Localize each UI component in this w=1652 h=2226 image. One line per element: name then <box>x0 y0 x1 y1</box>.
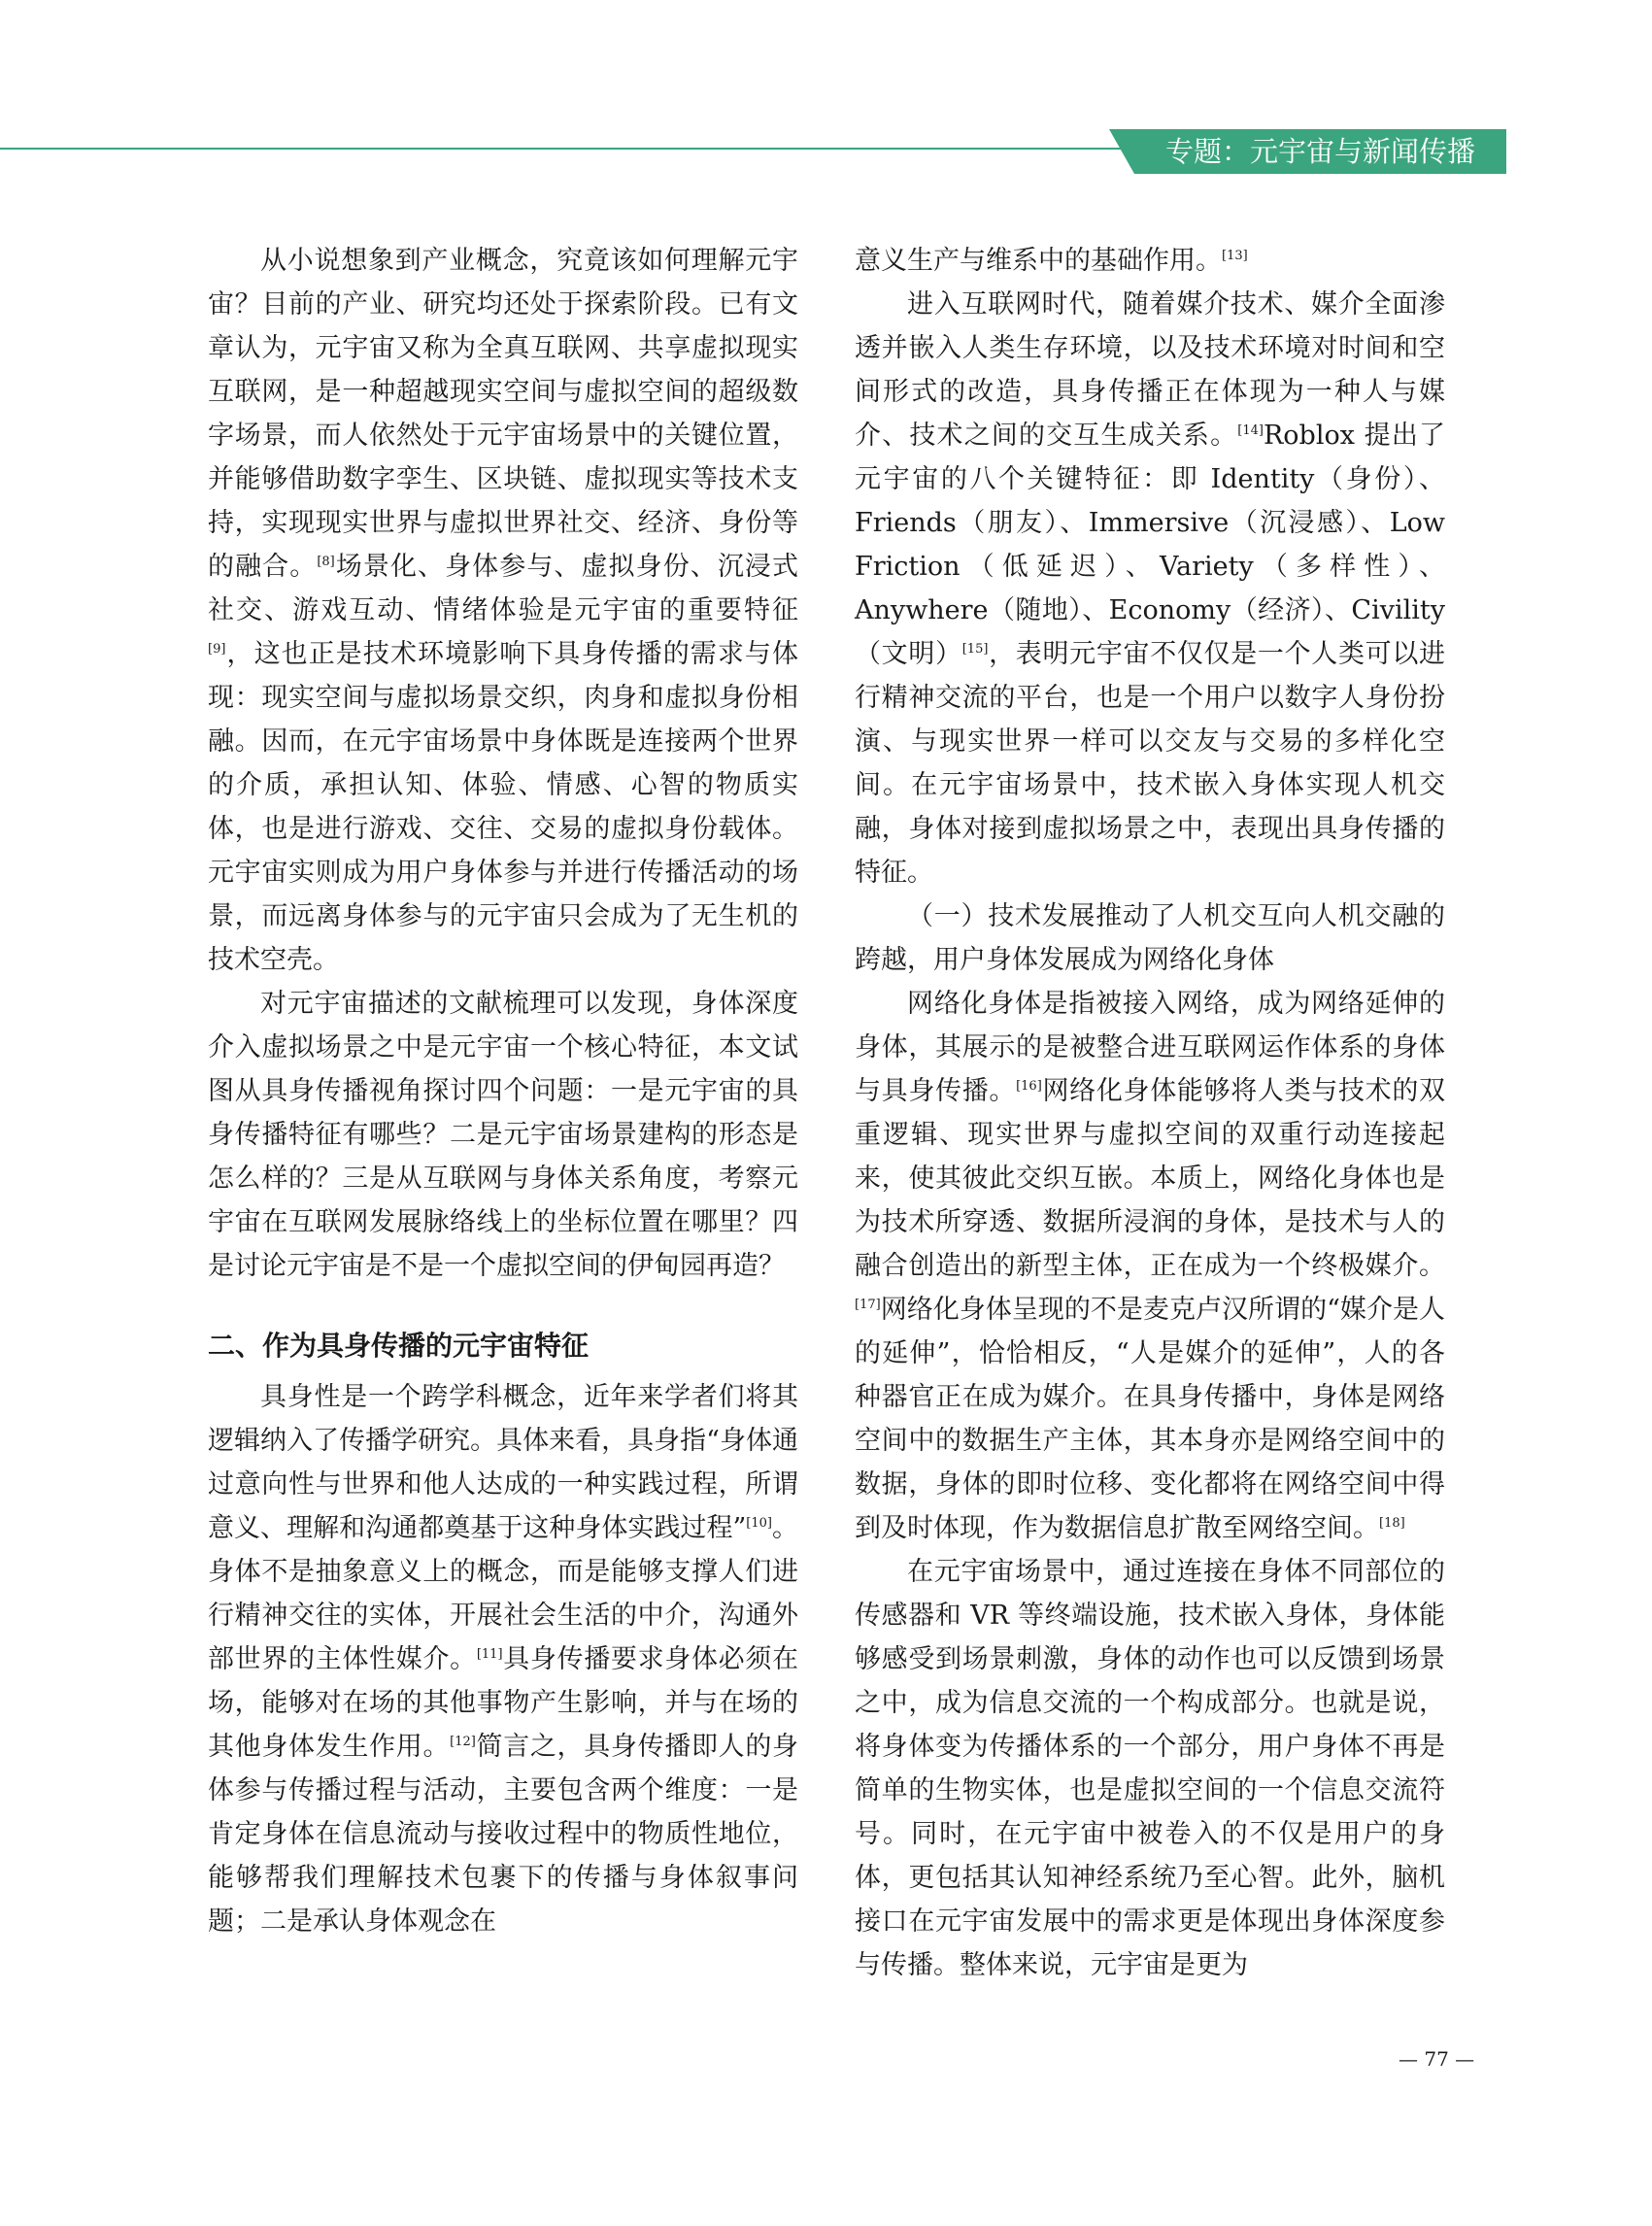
header-rule <box>0 148 1146 150</box>
paragraph <box>855 239 1445 283</box>
text-run: 网络化身体是指被接入网络，成为网络延伸的身体，其展示的是被整合进互联网运作体系的身体与具身传播。 <box>855 989 1445 1106</box>
citation-ref: [16] <box>1016 1079 1042 1094</box>
text-run: 具身传播要求身体必须在场，能够对在场的其他事物产生影响，并与在场的其他身体发生作用。 <box>208 1644 799 1762</box>
citation-ref: [17] <box>855 1298 881 1312</box>
section-heading: 二、作为具身传播的元宇宙特征 <box>208 1330 590 1362</box>
text-run: 网络化身体能够将人类与技术的双重逻辑、现实世界与虚拟空间的双重行动连接起来，使其彼此交织互嵌。本质上，网络化身体也是为技术所穿透、数据所浸润的身体，是技术与人的融合创造出的新型主体，正在成为一个终极媒介。 <box>855 1076 1446 1281</box>
citation-ref: [10] <box>746 1516 772 1531</box>
citation-ref: [18] <box>1379 1516 1405 1531</box>
citation-ref: [11] <box>476 1647 503 1662</box>
text-run: 意义生产与维系中的基础作用。 <box>855 246 1222 276</box>
paragraph <box>855 982 1445 1550</box>
page-number: — 77 — <box>1399 2047 1475 2071</box>
text-run: ，表明元宇宙不仅仅是一个人类可以进行精神交流的平台，也是一个用户以数字人身份扮演、与现实世界一样可以交友与交易的多样化空间。在元宇宙场景中，技术嵌入身体实现人机交融，身体对接到虚拟场景之中，表现出具身传播的特征。 <box>855 639 1446 888</box>
text-run: Roblox 提出了元宇宙的八个关键特征：即 Identity（身份）、Friends（朋友）、Immersive（沉浸感）、Low Friction（低延迟）、Variety（多样性）、Anywhere（随地）、Economy（经济）、Civility（文明） <box>855 421 1446 669</box>
paragraph: 在元宇宙场景中，通过连接在身体不同部位的传感器和 VR 等终端设施，技术嵌入身体，身体能够感受到场景刺激，身体的动作也可以反馈到场景之中，成为信息交流的一个构成部分。也就是说，将身体变为传播体系的一个部分，用户身体不再是简单的生物实体，也是虚拟空间的一个信息交流符号。同时，在元宇宙中被卷入的不仅是用户的身体，更包括其认知神经系统乃至心智。此外，脑机接口在元宇宙发展中的需求更是体现出身体深度参与传播。整体来说，元宇宙是更为 <box>855 1557 1445 1980</box>
citation-ref: [14] <box>1237 423 1264 438</box>
text-run: 从小说想象到产业概念，究竟该如何理解元宇宙？目前的产业、研究均还处于探索阶段。已有文章认为，元宇宙又称为全真互联网、共享虚拟现实互联网，是一种超越现实空间与虚拟空间的超级数字场景，而人依然处于元宇宙场景中的关键位置，并能够借助数字孪生、区块链、虚拟现实等技术支持，实现现实世界与虚拟世界社交、经济、身份等的融合。 <box>208 246 798 582</box>
subsection-heading: （一）技术发展推动了人机交互向人机交融的跨越，用户身体发展成为网络化身体 <box>855 901 1445 975</box>
text-run: 。身体不是抽象意义上的概念，而是能够支撑人们进行精神交往的实体，开展社会生活的中介，沟通外部世界的主体性媒介。 <box>208 1513 798 1674</box>
text-run: 简言之，具身传播即人的身体参与传播过程与活动，主要包含两个维度：一是肯定身体在信息流动与接收过程中的物质性地位，能够帮我们理解技术包裹下的传播与身体叙事问题；二是承认身体观念在 <box>208 1732 799 1937</box>
citation-ref: [8] <box>317 555 335 569</box>
paragraph <box>208 1375 798 1943</box>
citation-ref: [15] <box>961 642 989 657</box>
text-run: 具身性是一个跨学科概念，近年来学者们将其逻辑纳入了传播学研究。具体来看，具身指“身体通过意向性与世界和他人达成的一种实践过程，所谓意义、理解和沟通都奠基于这种身体实践过程” <box>208 1382 798 1543</box>
citation-ref: [12] <box>450 1735 476 1749</box>
right-column <box>855 239 1445 1987</box>
citation-ref: [9] <box>208 642 226 657</box>
paragraph <box>855 283 1445 894</box>
text-run: 场景化、身体参与、虚拟身份、沉浸式社交、游戏互动、情绪体验是元宇宙的重要特征 <box>208 552 799 625</box>
paragraph <box>208 239 798 982</box>
section-header-tab: 专题：元宇宙与新闻传播 <box>1134 129 1506 174</box>
left-column <box>208 239 798 1943</box>
citation-ref: [13] <box>1222 249 1248 263</box>
text-run: 网络化身体呈现的不是麦克卢汉所谓的“媒介是人的延伸”，恰恰相反，“人是媒介的延伸”，人的各种器官正在成为媒介。在具身传播中，身体是网络空间中的数据生产主体，其本身亦是网络空间中的数据，身体的即时位移、变化都将在网络空间中得到及时体现，作为数据信息扩散至网络空间。 <box>855 1295 1445 1543</box>
text-run: ，这也正是技术环境影响下具身传播的需求与体现：现实空间与虚拟场景交织，肉身和虚拟身份相融。因而，在元宇宙场景中身体既是连接两个世界的介质，承担认知、体验、情感、心智的物质实体，也是进行游戏、交往、交易的虚拟身份载体。元宇宙实则成为用户身体参与并进行传播活动的场景，而远离身体参与的元宇宙只会成为了无生机的技术空壳。 <box>208 639 798 975</box>
paragraph: 对元宇宙描述的文献梳理可以发现，身体深度介入虚拟场景之中是元宇宙一个核心特征，本文试图从具身传播视角探讨四个问题：一是元宇宙的具身传播特征有哪些？二是元宇宙场景建构的形态是怎么样的？三是从互联网与身体关系角度，考察元宇宙在互联网发展脉络线上的坐标位置在哪里？四是讨论元宇宙是不是一个虚拟空间的伊甸园再造？ <box>208 989 798 1281</box>
text-run: 进入互联网时代，随着媒介技术、媒介全面渗透并嵌入人类生存环境，以及技术环境对时间和空间形式的改造，具身传播正在体现为一种人与媒介、技术之间的交互生成关系。 <box>855 289 1445 451</box>
